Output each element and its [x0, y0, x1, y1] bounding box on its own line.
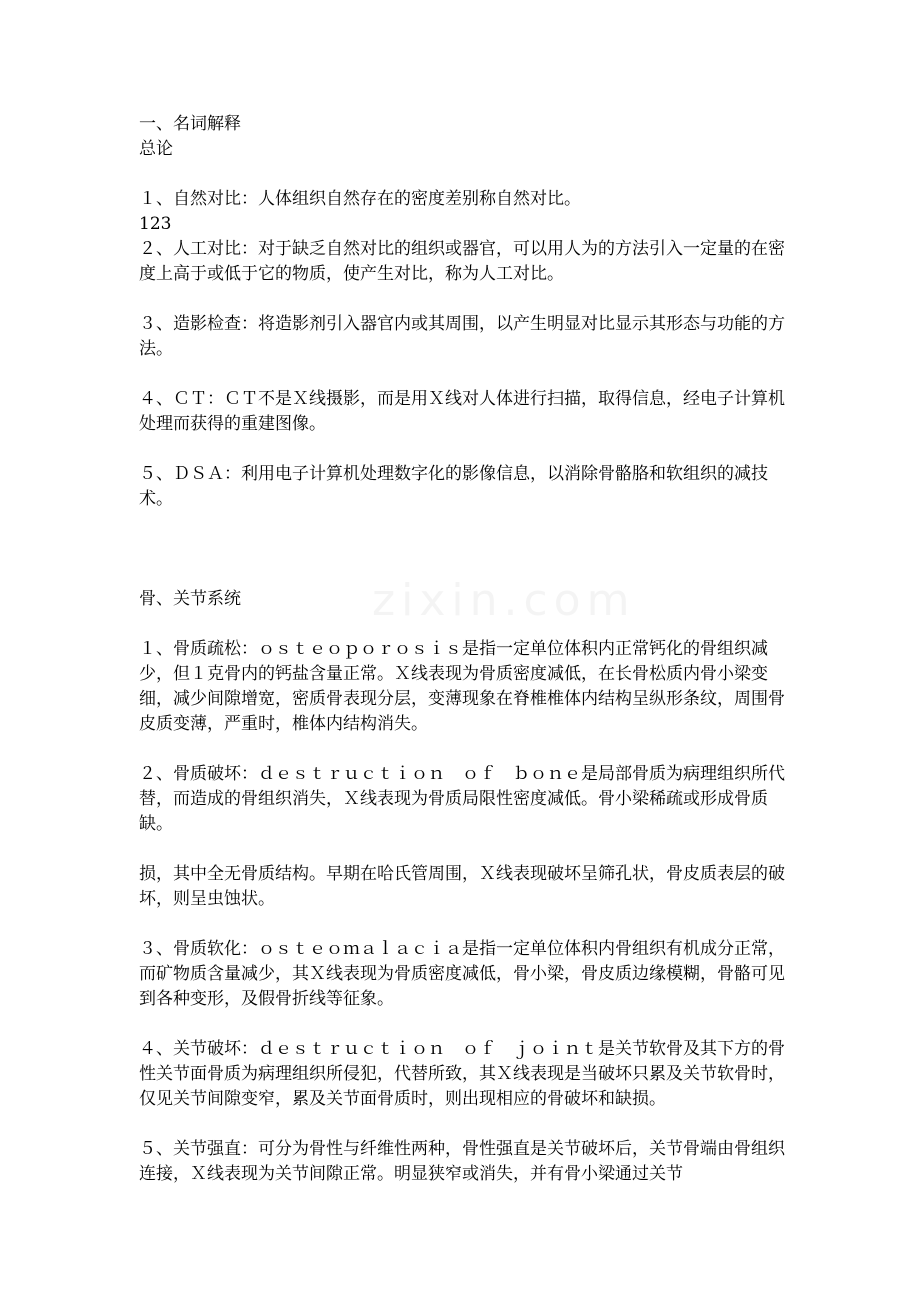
section-title-general: 总论: [139, 139, 173, 159]
term-bone-destruction: ２、骨质破坏：ｄｅｓｔｒｕｃｔｉｏｎ ｏｆ ｂｏｎｅ是局部骨质为病理组织所代替，而造成的骨组织消失，Ｘ线表现为骨质局限性密度减低。骨小梁稀疏或形成骨质缺。: [139, 764, 785, 834]
term-joint-destruction: ４、关节破坏：ｄｅｓｔｒｕｃｔｉｏｎ ｏｆ ｊｏｉｎｔ是关节软骨及其下方的骨性关节面骨质为病理组织所侵犯，代替所致，其Ｘ线表现是当破坏只累及关节软骨时，仅见关节间隙变窄，累及关节面骨质时，则出现相应的骨破坏和缺损。: [139, 1039, 785, 1109]
document-content: [139, 112, 789, 1187]
term-dsa: ５、ＤＳＡ：利用电子计算机处理数字化的影像信息，以消除骨骼胳和软组织的减技术。: [139, 464, 768, 509]
section-title-bone-joint: 骨、关节系统: [139, 589, 241, 609]
term-contrast-exam: ３、造影检查：将造影剂引入器官内或其周围，以产生明显对比显示其形态与功能的方法。: [139, 314, 785, 359]
stray-number: 123: [139, 214, 172, 234]
term-natural-contrast: １、自然对比：人体组织自然存在的密度差别称自然对比。: [139, 189, 581, 209]
term-bone-destruction-continued: 损，其中全无骨质结构。早期在哈氏管周围，Ｘ线表现破坏呈筛孔状，骨皮质表层的破坏，则呈虫蚀状。: [139, 864, 785, 909]
term-osteoporosis: １、骨质疏松：ｏｓｔｅｏｐｏｒｏｓｉｓ是指一定单位体积内正常钙化的骨组织减少，但１克骨内的钙盐含量正常。Ｘ线表现为骨质密度减低，在长骨松质内骨小梁变细，减少间隙增宽，密质骨表现分层，变薄现象在脊椎椎体内结构呈纵形条纹，周围骨皮质变薄，严重时，椎体内结构消失。: [139, 639, 785, 734]
term-joint-ankylosis: ５、关节强直：可分为骨性与纤维性两种，骨性强直是关节破坏后，关节骨端由骨组织连接，Ｘ线表现为关节间隙正常。明显狭窄或消失，并有骨小梁通过关节: [139, 1139, 785, 1184]
main-heading: 一、名词解释: [139, 114, 241, 134]
term-artificial-contrast: ２、人工对比：对于缺乏自然对比的组织或器官，可以用人为的方法引入一定量的在密度上高于或低于它的物质，使产生对比，称为人工对比。: [139, 239, 785, 284]
term-ct: ４、ＣＴ：ＣＴ不是Ｘ线摄影，而是用Ｘ线对人体进行扫描，取得信息，经电子计算机处理而获得的重建图像。: [139, 389, 785, 434]
term-osteomalacia: ３、骨质软化：ｏｓｔｅｏｍａｌａｃｉａ是指一定单位体积内骨组织有机成分正常，而矿物质含量减少，其Ｘ线表现为骨质密度减低，骨小梁，骨皮质边缘模糊，骨骼可见到各种变形，及假骨折线等征象。: [139, 939, 785, 1009]
section-spacer: [139, 512, 789, 587]
watermark: zixin.com: [372, 575, 636, 626]
